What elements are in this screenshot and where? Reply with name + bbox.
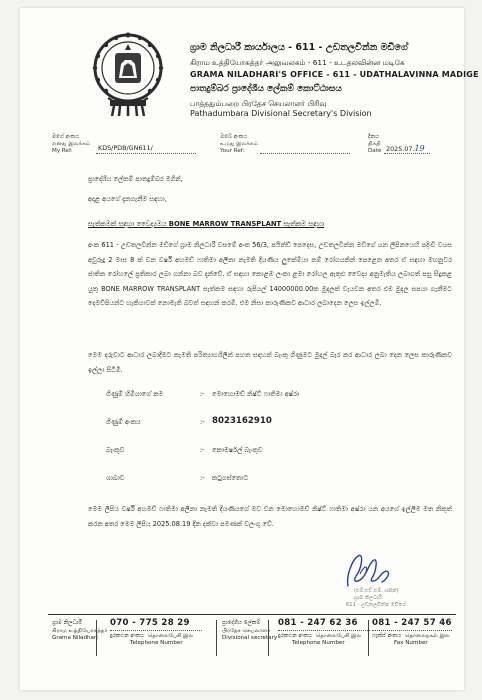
- account-number-colon: :-: [200, 418, 205, 426]
- signatory-name: (එම්.එච්.එම්. හසීන්): [354, 588, 399, 594]
- footer-separator-1: [96, 620, 97, 656]
- date-underline: [384, 153, 430, 154]
- fax-number: 081 - 247 57 46: [372, 618, 452, 628]
- footer-fax-block: 081 - 247 57 46 ෆැක්ස් අංකය தொலைநகல் இல Fax Number: [372, 618, 452, 646]
- footer-gn-phone-block: 070 - 775 28 29 දුරකථන අංකය தொலைபேசி இல Telephone Number: [110, 620, 202, 648]
- account-name-value: මොහොමඩ් නිෂ්ට් ෆාතිමා අෂ්රා: [212, 390, 300, 398]
- footer-ds-block: ප්‍රාදේශීය ලේකම් பிரதேச செயலாளர் Divisional secretary: [222, 620, 278, 641]
- subject-line: සැත්කමක් සඳහා වෛද්‍යමය BONE MARROW TRANSPLANT සැත්කම සඳහා: [88, 220, 325, 228]
- bank-label: බැංකුව: [106, 446, 125, 454]
- footer-separator-3: [268, 620, 269, 656]
- footer-ds-phone-block: 081 - 247 62 36 දුරකථන අංකය தொலைபேசி இல Telephone Number: [278, 620, 370, 648]
- recipient-line: ප්‍රාදේශීය ලේකම් පාතදුම්බර මගින්,: [88, 175, 183, 183]
- office-name-sinhala: ග්‍රාම නිලධාරී කාර්යාලය - 611 - උඩතලවින්න මඩිගේ: [190, 42, 408, 53]
- branch-label: ශාඛාව: [106, 474, 125, 482]
- bank-colon: :-: [200, 446, 205, 454]
- date-value: 2025.07.19: [386, 144, 425, 153]
- division-name-english: Pathadumbara Divisional Secretary's Division: [190, 109, 372, 118]
- footer-gn-block: ග්‍රාම නිලධාරී கிராம உத்தியோகத்தர் Grama Niladhari: [52, 620, 108, 641]
- your-ref-label: ඔබේ අංකය உமது இலக்கம் Your Ref:: [220, 134, 258, 154]
- bank-value: කොමර්ෂල් බැංකුව: [212, 446, 263, 454]
- ds-phone-number: 081 - 247 62 36: [278, 618, 358, 628]
- division-name-tamil: பாத்ததும்பறை பிரதேச செயலாளர் பிரிவு: [190, 99, 327, 108]
- sri-lanka-emblem-icon: [88, 26, 168, 118]
- account-name-label: ගිණුම් හිමියාගේ නම: [106, 390, 164, 398]
- gn-phone-number: 070 - 775 28 29: [110, 618, 190, 628]
- your-ref-underline: [260, 153, 350, 154]
- closing-paragraph: මෙම ලිපිය වර්ෂී අහමඩ් ෆාතිමා අලීනා නැමති දියණියගේ මව වන මොහොමඩ් නිෂ්ට් ෆාතිමා අෂ්රා යන අයගේ ඉල්ලීම මත නිකුත් කරන අතර මෙම ලිපිය 2025.08.19 දින දක්වා පමණක් වලංගු වේ.: [88, 505, 452, 528]
- division-name-sinhala: පාතදුම්බර ප්‍රාදේශීය ලේකම් කොට්ඨාසය: [190, 84, 342, 94]
- greeting-line: අදාළ අයගේ දැනගැනීම සඳහා,: [88, 195, 167, 203]
- footer-separator-2: [216, 620, 217, 656]
- office-name-tamil: கிராம உத்தியோகத்தர் அலுவலகம் - 611 - உடதலவின்ன மடிகே: [190, 58, 405, 67]
- body-paragraph-1: අංක 611 - උඩතලවින්න මඩිගේ ග්‍රාම නිලධාරී වසමේ අංක 56/3, පයින්ඩ් පෙදෙස, උඩතලවින්න මඩිගේ යන ලිපිනයෙහි පදිංචි වයස අවුරුදු 2 මාස 8 ක් වන වර්ෂී අහමඩ් ෆාතිමා අලීනා නැමති දියණිය ලුකේමියා නම් රෝගයකින් පෙළෙන අතර ඒ සඳහා මහනුවර ජාතික රෝහලේ ප්‍රතිකාර ලබා ගන්නා බව දැන්වේ. ඒ සඳහා කොළඹ ලංකා ළමා රෝහල ඇතුළු වෛද්‍ය අනුමැතිය ලබාගත් පසු සිදුකළ යුතු BONE MARROW TRANSPLANT සැත්කම සඳහා රුපියල් 14000000.00ක මුදලක් වැයවන අතර එම මුදල සපයා ගැනීමට දෙමව්පියන්ට හැකියාවක් නොමැති බවත් සඳහන් කරමි. එම නිසා කාරුණිකව ආධාර ලබාදෙන ලෙස ඉල්ලමි.: [88, 241, 452, 307]
- office-name-english: GRAMA NILADHARI'S OFFICE - 611 - UDATHALAVINNA MADIGE: [190, 70, 479, 79]
- account-name-colon: :-: [200, 390, 205, 398]
- account-number-label: ගිණුම් අංකය: [106, 418, 141, 426]
- body-paragraph-2: මෙම දරුවාට ආධාර ලබාදීමට කැමති පරිත්‍යාගශීලීන් පහත සඳහන් බැංකු ගිණුමට මුදල් බැර කර ආධාර ලබා දෙන ලෙස කාරුණිකව ඉල්ලා සිටිමි.: [88, 351, 452, 374]
- signatory-office: 611 - උඩතලවින්න මඩිගේ: [346, 602, 406, 608]
- my-ref-underline: [96, 153, 196, 154]
- letter-page: [20, 8, 479, 690]
- footer-divider: [48, 614, 456, 615]
- signature-icon: [338, 546, 398, 594]
- branch-colon: :-: [200, 474, 205, 482]
- account-number-value: 8023162910: [212, 416, 272, 426]
- footer-separator-4: [368, 620, 369, 656]
- my-ref-label: මගේ අංකය எனது இலக்கம் My Ref:: [52, 134, 91, 154]
- my-ref-value: KDS/PDB/GN611/: [98, 144, 153, 152]
- date-label: දිනය திகதி Date: [368, 134, 382, 154]
- branch-value: කටුගස්තොට: [212, 474, 249, 482]
- signatory-title: ග්‍රාම නිලධාරී: [354, 595, 382, 601]
